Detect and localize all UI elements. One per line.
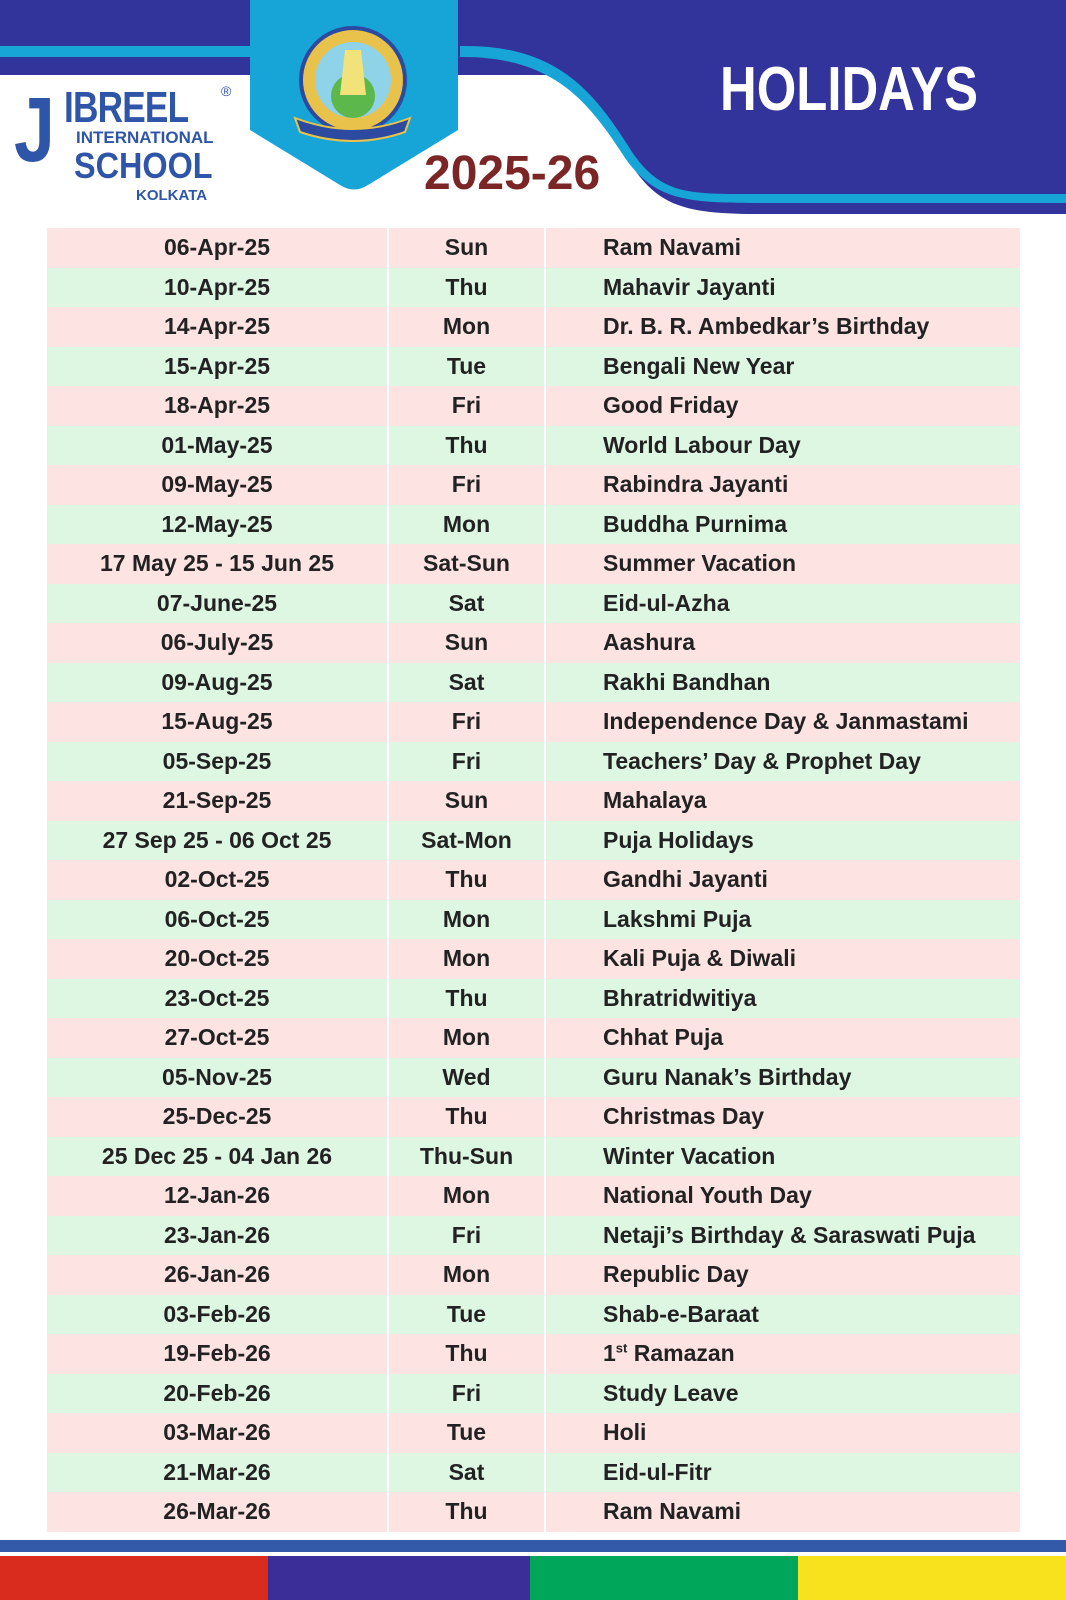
table-row bbox=[47, 347, 1020, 387]
table-row bbox=[47, 1018, 1020, 1058]
holiday-name: Independence Day & Janmastami bbox=[546, 702, 1020, 742]
table-row bbox=[47, 979, 1020, 1019]
holiday-day: Tue bbox=[389, 1413, 544, 1453]
logo-name: IBREEL bbox=[64, 83, 189, 132]
table-row bbox=[47, 1492, 1020, 1532]
table-row bbox=[47, 1334, 1020, 1374]
holiday-date: 09-Aug-25 bbox=[47, 663, 387, 703]
footer-stripe-green bbox=[530, 1556, 798, 1600]
holiday-day: Mon bbox=[389, 900, 544, 940]
holiday-name bbox=[546, 1334, 1020, 1374]
holiday-date: 21-Mar-26 bbox=[47, 1453, 387, 1493]
holiday-day: Thu bbox=[389, 1334, 544, 1374]
table-row bbox=[47, 663, 1020, 703]
holiday-name: Ram Navami bbox=[546, 228, 1020, 268]
holiday-name: Christmas Day bbox=[546, 1097, 1020, 1137]
holiday-name: Dr. B. R. Ambedkar’s Birthday bbox=[546, 307, 1020, 347]
holiday-name: Winter Vacation bbox=[546, 1137, 1020, 1177]
holiday-day: Thu-Sun bbox=[389, 1137, 544, 1177]
holiday-name: National Youth Day bbox=[546, 1176, 1020, 1216]
table-row bbox=[47, 386, 1020, 426]
holiday-name: Eid-ul-Azha bbox=[546, 584, 1020, 624]
table-row bbox=[47, 505, 1020, 545]
holiday-name-suffix: st bbox=[615, 1340, 628, 1356]
holiday-name: Guru Nanak’s Birthday bbox=[546, 1058, 1020, 1098]
holiday-name: Lakshmi Puja bbox=[546, 900, 1020, 940]
academic-year: 2025-26 bbox=[424, 147, 601, 200]
table-row bbox=[47, 1374, 1020, 1414]
table-row bbox=[47, 742, 1020, 782]
holiday-date: 27-Oct-25 bbox=[47, 1018, 387, 1058]
holiday-day: Sun bbox=[389, 781, 544, 821]
holiday-name: Kali Puja & Diwali bbox=[546, 939, 1020, 979]
holiday-day: Fri bbox=[389, 386, 544, 426]
table-row bbox=[47, 900, 1020, 940]
logo-letter-j: J bbox=[14, 79, 55, 181]
holiday-name: World Labour Day bbox=[546, 426, 1020, 466]
holiday-date: 06-July-25 bbox=[47, 623, 387, 663]
holiday-name: Rabindra Jayanti bbox=[546, 465, 1020, 505]
holiday-date: 05-Nov-25 bbox=[47, 1058, 387, 1098]
holiday-name: Chhat Puja bbox=[546, 1018, 1020, 1058]
holiday-name: Netaji’s Birthday & Saraswati Puja bbox=[546, 1216, 1020, 1256]
holiday-name: Shab-e-Baraat bbox=[546, 1295, 1020, 1335]
holiday-day: Fri bbox=[389, 465, 544, 505]
holiday-date: 17 May 25 - 15 Jun 25 bbox=[47, 544, 387, 584]
holiday-date: 06-Oct-25 bbox=[47, 900, 387, 940]
table-row bbox=[47, 1176, 1020, 1216]
holiday-name-text: Ramazan bbox=[627, 1340, 735, 1366]
holiday-name: Ram Navami bbox=[546, 1492, 1020, 1532]
holiday-date: 18-Apr-25 bbox=[47, 386, 387, 426]
holiday-name: Puja Holidays bbox=[546, 821, 1020, 861]
holiday-day: Sun bbox=[389, 228, 544, 268]
table-row bbox=[47, 228, 1020, 268]
holiday-date: 14-Apr-25 bbox=[47, 307, 387, 347]
holiday-day: Thu bbox=[389, 268, 544, 308]
holiday-date: 27 Sep 25 - 06 Oct 25 bbox=[47, 821, 387, 861]
holiday-date: 02-Oct-25 bbox=[47, 860, 387, 900]
holiday-date: 12-Jan-26 bbox=[47, 1176, 387, 1216]
holiday-name: Aashura bbox=[546, 623, 1020, 663]
holiday-date: 07-June-25 bbox=[47, 584, 387, 624]
holiday-name: Buddha Purnima bbox=[546, 505, 1020, 545]
holiday-date: 15-Aug-25 bbox=[47, 702, 387, 742]
holiday-name: Good Friday bbox=[546, 386, 1020, 426]
holiday-day: Sun bbox=[389, 623, 544, 663]
holiday-day: Sat-Sun bbox=[389, 544, 544, 584]
holiday-day: Mon bbox=[389, 1176, 544, 1216]
holiday-day: Sat bbox=[389, 663, 544, 703]
table-row bbox=[47, 544, 1020, 584]
holiday-date: 12-May-25 bbox=[47, 505, 387, 545]
page-title: HOLIDAYS bbox=[720, 55, 979, 124]
holiday-name: Mahavir Jayanti bbox=[546, 268, 1020, 308]
logo-city: KOLKATA bbox=[136, 187, 208, 204]
footer-stripe-yellow bbox=[798, 1556, 1066, 1600]
logo-line-school: SCHOOL bbox=[74, 145, 213, 186]
table-row bbox=[47, 426, 1020, 466]
table-row bbox=[47, 1255, 1020, 1295]
holiday-name: Holi bbox=[546, 1413, 1020, 1453]
holiday-name: Bengali New Year bbox=[546, 347, 1020, 387]
holiday-name: Study Leave bbox=[546, 1374, 1020, 1414]
registered-mark: ® bbox=[221, 83, 232, 99]
header-banner bbox=[0, 0, 1066, 225]
holiday-day: Tue bbox=[389, 1295, 544, 1335]
holiday-name: Bhratridwitiya bbox=[546, 979, 1020, 1019]
holiday-name-number: 1 bbox=[603, 1340, 616, 1366]
holiday-day: Sat bbox=[389, 584, 544, 624]
holiday-name: Rakhi Bandhan bbox=[546, 663, 1020, 703]
table-row bbox=[47, 1216, 1020, 1256]
holiday-name: Summer Vacation bbox=[546, 544, 1020, 584]
holiday-name: Eid-ul-Fitr bbox=[546, 1453, 1020, 1493]
table-row bbox=[47, 584, 1020, 624]
table-row bbox=[47, 268, 1020, 308]
holiday-day: Mon bbox=[389, 307, 544, 347]
holiday-date: 26-Mar-26 bbox=[47, 1492, 387, 1532]
table-row bbox=[47, 781, 1020, 821]
holiday-date: 25 Dec 25 - 04 Jan 26 bbox=[47, 1137, 387, 1177]
footer-stripe-purple bbox=[268, 1556, 530, 1600]
holiday-table bbox=[47, 228, 1020, 1532]
holiday-day: Mon bbox=[389, 939, 544, 979]
holiday-day: Thu bbox=[389, 1492, 544, 1532]
table-row bbox=[47, 1295, 1020, 1335]
table-row bbox=[47, 860, 1020, 900]
holiday-day: Sat-Mon bbox=[389, 821, 544, 861]
holiday-day: Tue bbox=[389, 347, 544, 387]
holiday-date: 20-Oct-25 bbox=[47, 939, 387, 979]
holiday-day: Fri bbox=[389, 1374, 544, 1414]
holiday-name: Gandhi Jayanti bbox=[546, 860, 1020, 900]
holiday-date: 21-Sep-25 bbox=[47, 781, 387, 821]
holiday-day: Fri bbox=[389, 742, 544, 782]
holiday-date: 26-Jan-26 bbox=[47, 1255, 387, 1295]
holiday-day: Wed bbox=[389, 1058, 544, 1098]
holiday-day: Sat bbox=[389, 1453, 544, 1493]
holiday-date: 23-Jan-26 bbox=[47, 1216, 387, 1256]
holiday-date: 09-May-25 bbox=[47, 465, 387, 505]
footer-bar bbox=[0, 1540, 1066, 1552]
holiday-date: 05-Sep-25 bbox=[47, 742, 387, 782]
holiday-day: Thu bbox=[389, 860, 544, 900]
table-row bbox=[47, 623, 1020, 663]
holiday-date: 19-Feb-26 bbox=[47, 1334, 387, 1374]
holiday-day: Mon bbox=[389, 1255, 544, 1295]
school-logo bbox=[14, 79, 239, 206]
table-row bbox=[47, 1453, 1020, 1493]
table-row bbox=[47, 821, 1020, 861]
holiday-date: 01-May-25 bbox=[47, 426, 387, 466]
table-row bbox=[47, 1058, 1020, 1098]
logo-line-international: INTERNATIONAL bbox=[76, 128, 214, 147]
holiday-name: Republic Day bbox=[546, 1255, 1020, 1295]
table-row bbox=[47, 1413, 1020, 1453]
holiday-date: 25-Dec-25 bbox=[47, 1097, 387, 1137]
holiday-date: 20-Feb-26 bbox=[47, 1374, 387, 1414]
holiday-date: 06-Apr-25 bbox=[47, 228, 387, 268]
table-row bbox=[47, 939, 1020, 979]
table-row bbox=[47, 307, 1020, 347]
footer-stripe-red bbox=[0, 1556, 268, 1600]
holiday-day: Thu bbox=[389, 426, 544, 466]
table-row bbox=[47, 465, 1020, 505]
holiday-date: 10-Apr-25 bbox=[47, 268, 387, 308]
holiday-day: Fri bbox=[389, 1216, 544, 1256]
holiday-day: Mon bbox=[389, 1018, 544, 1058]
holiday-day: Thu bbox=[389, 1097, 544, 1137]
holiday-day: Thu bbox=[389, 979, 544, 1019]
holiday-name: Mahalaya bbox=[546, 781, 1020, 821]
table-row bbox=[47, 1097, 1020, 1137]
holiday-date: 03-Feb-26 bbox=[47, 1295, 387, 1335]
holiday-name: Teachers’ Day & Prophet Day bbox=[546, 742, 1020, 782]
table-row bbox=[47, 1137, 1020, 1177]
holiday-date: 15-Apr-25 bbox=[47, 347, 387, 387]
holiday-day: Mon bbox=[389, 505, 544, 545]
holiday-date: 03-Mar-26 bbox=[47, 1413, 387, 1453]
holiday-day: Fri bbox=[389, 702, 544, 742]
table-row bbox=[47, 702, 1020, 742]
holiday-date: 23-Oct-25 bbox=[47, 979, 387, 1019]
